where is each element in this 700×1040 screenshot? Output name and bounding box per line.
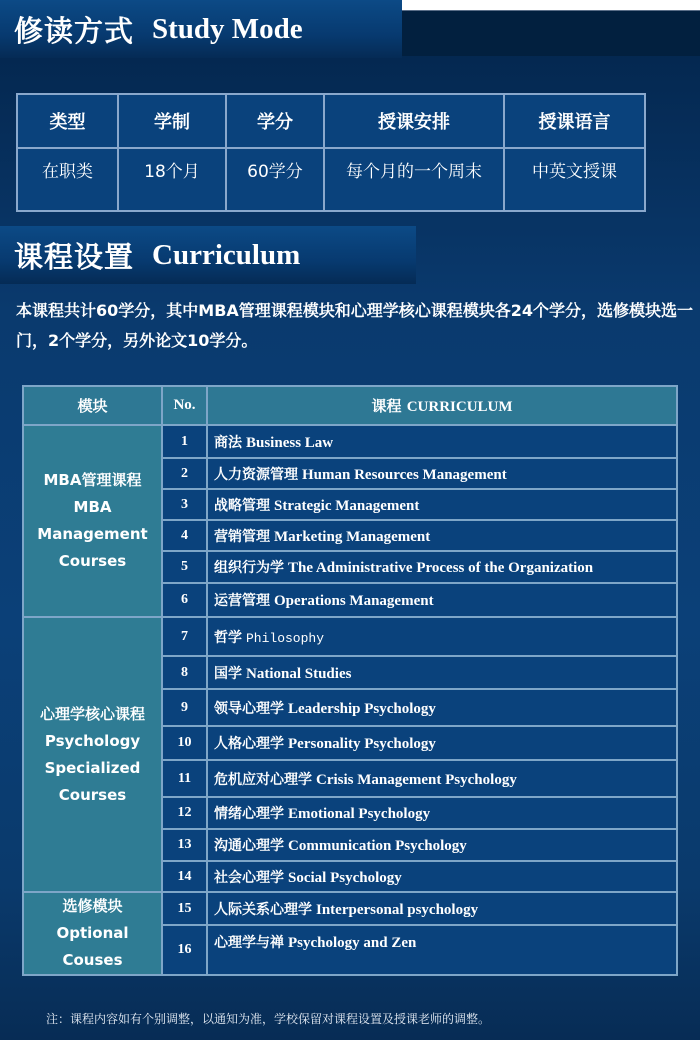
module-psychology-line: Psychology <box>44 731 141 750</box>
course-name <box>207 551 677 583</box>
header-course <box>207 386 677 425</box>
course-name <box>207 925 677 975</box>
course-name-cn: 人力资源管理 <box>214 466 298 483</box>
header-schedule: 授课安排 <box>324 94 504 148</box>
table-row <box>23 892 677 925</box>
module-psychology-line: 心理学核心课程 <box>39 704 145 723</box>
module-mba-line: Management <box>37 525 148 543</box>
course-name-cn: 人格心理学 <box>214 736 284 752</box>
course-name-en: Personality Psychology <box>288 736 436 752</box>
course-name <box>207 689 677 726</box>
header-duration: 学制 <box>118 94 226 148</box>
study-mode-header-row <box>17 94 645 148</box>
course-name-en: Crisis Management Psychology <box>316 771 517 788</box>
course-name-cn: 心理学与禅 <box>214 935 284 952</box>
curriculum-intro: 本课程共计60学分，其中MBA管理课程模块和心理学核心课程模块各24个学分，选修模块选一门，2个学分，另外论文10学分。 <box>16 301 694 350</box>
curriculum-title-en: Curriculum <box>152 238 301 271</box>
course-name-cn: 人际关系心理学 <box>214 901 312 918</box>
course-no: 3 <box>162 489 207 520</box>
course-name-en: Interpersonal psychology <box>316 901 479 918</box>
course-name <box>207 489 677 520</box>
course-name-cn: 沟通心理学 <box>214 838 284 854</box>
course-no: 10 <box>162 726 207 760</box>
module-mba-line: MBA管理课程 <box>43 471 142 489</box>
course-name <box>207 520 677 551</box>
header-language: 授课语言 <box>504 94 645 148</box>
course-no: 11 <box>162 760 207 797</box>
course-name-cn: 战略管理 <box>214 497 270 514</box>
course-name <box>207 726 677 760</box>
course-no: 6 <box>162 583 207 617</box>
module-mba-line: Courses <box>58 552 127 570</box>
value-credits: 60学分 <box>226 148 324 211</box>
curriculum-title-cn: 课程设置 <box>14 239 135 274</box>
study-mode-table <box>16 93 646 212</box>
course-name <box>207 617 677 656</box>
module-optional-line: 选修模块 <box>62 897 123 915</box>
course-name <box>207 656 677 689</box>
course-name-en: Marketing Management <box>274 528 431 545</box>
course-name-cn: 危机应对心理学 <box>214 771 312 788</box>
course-no: 1 <box>162 425 207 458</box>
course-name-cn: 国学 <box>214 665 242 682</box>
module-optional <box>23 892 162 975</box>
top-strip <box>402 0 700 11</box>
course-name-en: Emotional Psychology <box>288 806 431 822</box>
header-credits: 学分 <box>226 94 324 148</box>
study-mode-banner <box>0 0 402 58</box>
course-name-cn: 情绪心理学 <box>214 806 284 822</box>
value-type: 在职类 <box>17 148 118 211</box>
course-name <box>207 425 677 458</box>
curriculum-banner <box>0 226 416 284</box>
value-language: 中英文授课 <box>504 148 645 211</box>
course-name-en: Human Resources Management <box>302 466 507 483</box>
course-name-en: Business Law <box>246 434 334 451</box>
module-psychology-line: Courses <box>58 785 127 804</box>
course-name-cn: 营销管理 <box>214 528 270 545</box>
course-name-en: Communication Psychology <box>288 838 467 854</box>
study-mode-title-cn: 修读方式 <box>14 13 135 48</box>
course-no: 16 <box>162 925 207 975</box>
header-course-en: CURRICULUM <box>406 399 513 415</box>
course-name <box>207 458 677 489</box>
course-no: 8 <box>162 656 207 689</box>
course-name <box>207 583 677 617</box>
course-no: 14 <box>162 861 207 892</box>
course-no: 7 <box>162 617 207 656</box>
course-no: 5 <box>162 551 207 583</box>
course-no: 13 <box>162 829 207 861</box>
footnote: 注：课程内容如有个别调整，以通知为准，学校保留对课程设置及授课老师的调整。 <box>46 1012 491 1026</box>
course-name-en: Social Psychology <box>288 869 402 886</box>
table-row <box>23 617 677 656</box>
course-no: 2 <box>162 458 207 489</box>
course-name-en: Operations Management <box>274 593 434 609</box>
module-psychology <box>23 617 162 892</box>
course-name-en: National Studies <box>246 665 352 682</box>
study-mode-title-en: Study Mode <box>152 12 303 45</box>
course-name-cn: 组织行为学 <box>214 560 284 576</box>
value-duration: 18个月 <box>118 148 226 211</box>
course-no: 4 <box>162 520 207 551</box>
course-name-en: The Administrative Process of the Organization <box>288 560 594 576</box>
curriculum-table <box>22 385 678 976</box>
top-dark-block <box>402 11 700 56</box>
course-name-en: Psychology and Zen <box>288 935 417 952</box>
course-name-cn: 哲学 <box>214 629 242 646</box>
course-name-cn: 商法 <box>214 434 242 451</box>
course-name <box>207 797 677 829</box>
course-no: 12 <box>162 797 207 829</box>
course-name-cn: 社会心理学 <box>214 869 284 886</box>
course-name-en: Strategic Management <box>274 497 420 514</box>
module-mba <box>23 425 162 617</box>
header-no: No. <box>162 386 207 425</box>
module-psychology-line: Specialized <box>44 758 141 777</box>
curriculum-header-row <box>23 386 677 425</box>
course-name-cn: 运营管理 <box>214 593 270 609</box>
course-no: 15 <box>162 892 207 925</box>
course-name <box>207 829 677 861</box>
header-type: 类型 <box>17 94 118 148</box>
table-row <box>23 425 677 458</box>
course-name <box>207 861 677 892</box>
course-name <box>207 760 677 797</box>
course-no: 9 <box>162 689 207 726</box>
value-schedule: 每个月的一个周末 <box>324 148 504 211</box>
module-optional-line: Couses <box>62 951 123 969</box>
module-mba-line: MBA <box>73 498 112 516</box>
header-module: 模块 <box>23 386 162 425</box>
header-course-cn: 课程 <box>371 397 402 415</box>
module-optional-line: Optional <box>56 924 129 942</box>
course-name <box>207 892 677 925</box>
study-mode-value-row <box>17 148 645 211</box>
course-name-en: Leadership Psychology <box>288 700 436 717</box>
course-name-cn: 领导心理学 <box>214 700 284 717</box>
course-name-en: Philosophy <box>246 630 325 646</box>
